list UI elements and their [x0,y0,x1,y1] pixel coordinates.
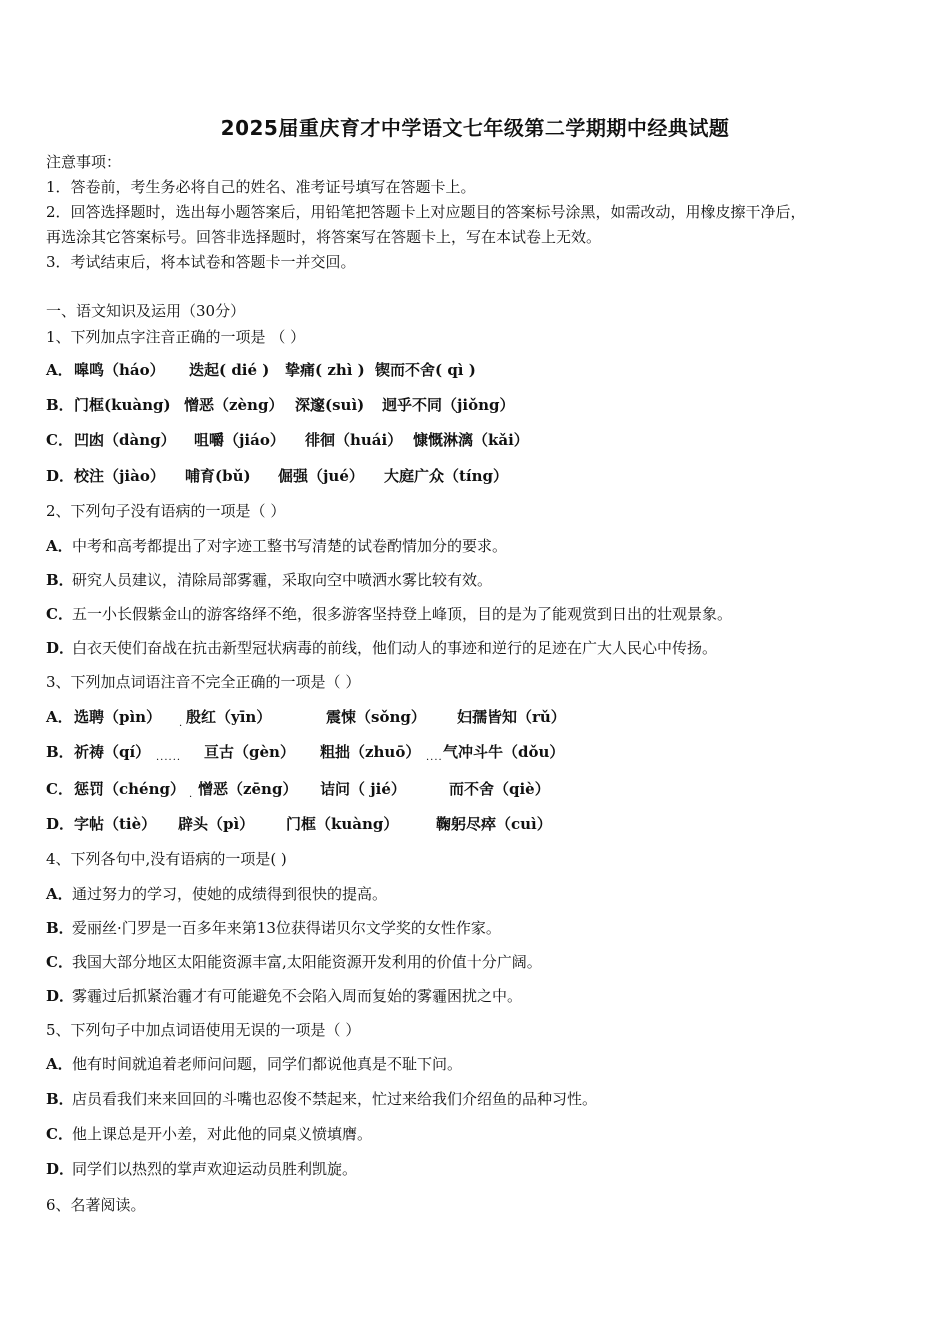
option-item: 徘徊（huái） [305,431,403,449]
q4-stem: 4、下列各句中,没有语病的一项是( ) [46,850,287,868]
q3-stem: 3、下列加点词语注音不完全正确的一项是（ ） [46,673,361,691]
q2-option-a [46,536,507,556]
q5-option-a [46,1054,462,1074]
q2-option-c [46,604,732,624]
option-item: 诘问（ jié） [320,780,406,798]
option-item: 大庭广众（tíng） [384,467,509,485]
option-item: 亘古（gèn） [204,743,295,761]
notice-heading: 注意事项： [46,153,122,171]
option-item: 粗拙（zhuō） [320,743,421,761]
option-label: C． [46,953,73,971]
option-item: 凹凼（dàng） [74,431,176,449]
option-item: 校注（jiào） [74,467,165,485]
q4-option-b [46,918,501,938]
option-item: 门框（kuàng） [286,815,399,833]
option-item: 锲而不舍( qì ) [375,361,476,379]
option-label: B． [46,919,74,937]
option-item: 深邃(suì) [295,396,365,414]
option-item: 殷红（yīn） [186,708,272,726]
option-text: 他有时间就追着老师问问题，同学们都说他真是不耻下问。 [72,1055,463,1073]
notice-item-1: 1．答卷前，考生务必将自己的姓名、准考证号填写在答题卡上。 [46,178,476,196]
option-label: D． [46,467,75,485]
option-item: 哺育(bǔ) [185,467,251,485]
q2-option-b [46,570,492,590]
q4-option-d [46,986,522,1006]
option-label: B． [46,396,74,414]
option-item: 惩罚（chéng） [74,780,185,798]
option-label: C． [46,431,73,449]
option-label: B． [46,743,74,761]
section-heading: 一、语文知识及运用（30分） [46,302,246,320]
option-label: C． [46,1125,73,1143]
notice-item-2a: 2．回答选择题时，选出每小题答案后，用铅笔把答题卡上对应题目的答案标号涂黑，如需改动，用橡皮擦干净后， [46,203,806,221]
option-text: 他上课总是开小差，对此他的同桌义愤填膺。 [72,1125,373,1143]
option-item: 迭起( dié ) [189,361,270,379]
option-label: A． [46,361,73,379]
option-label: D． [46,815,75,833]
option-text: 我国大部分地区太阳能资源丰富,太阳能资源开发利用的价值十分广阔。 [72,953,542,971]
option-label: C． [46,605,73,623]
option-item: 选聘（pìn） [74,708,162,726]
option-text: 通过努力的学习，使她的成绩得到很快的提高。 [72,885,388,903]
option-label: B． [46,571,74,589]
option-text: 店员看我们来来回回的斗嘴也忍俊不禁起来，忙过来给我们介绍鱼的品种习性。 [72,1090,598,1108]
option-item: 妇孺皆知（rǔ） [457,708,566,726]
option-text: 白衣天使们奋战在抗击新型冠状病毒的前线，他们动人的事迹和逆行的足迹在广大人民心中传扬。 [72,639,718,657]
q5-stem: 5、下列句子中加点词语使用无误的一项是（ ） [46,1021,361,1039]
page-title: 2025届重庆育才中学语文七年级第二学期期中经典试题 [220,116,730,140]
q5-option-d [46,1159,357,1179]
emphasis-dot: · [179,721,184,732]
q2-option-d [46,638,717,658]
option-text: 中考和高考都提出了对字迹工整书写清楚的试卷酌情加分的要求。 [72,537,508,555]
q5-option-b [46,1089,597,1109]
option-item: 迥乎不同（jiǒng） [382,396,515,414]
option-item: 震悚（sǒng） [326,708,426,726]
option-item: 辟头（pì） [178,815,255,833]
option-text: 爱丽丝·门罗是一百多年来第13位获得诺贝尔文学奖的女性作家。 [72,919,501,937]
option-item: 祈祷（qí） [74,743,151,761]
option-item: 气冲斗牛（dǒu） [443,743,565,761]
q5-option-c [46,1124,372,1144]
notice-item-2b: 再选涂其它答案标号。回答非选择题时，将答案写在答题卡上，写在本试卷上无效。 [46,228,602,246]
option-text: 研究人员建议，清除局部雾霾，采取向空中喷洒水雾比较有效。 [72,571,493,589]
q4-option-c [46,952,542,972]
option-item: 门框(kuàng) [74,396,171,414]
q1-stem: 1、下列加点字注音正确的一项是 （ ） [46,328,306,346]
option-item: 慷慨淋漓（kǎi） [413,431,529,449]
emphasis-dot: · [189,792,194,803]
option-label: A． [46,1055,73,1073]
q6-stem: 6、名著阅读。 [46,1196,146,1214]
option-item: 而不舍（qiè） [449,780,550,798]
emphasis-dots: ······ [156,755,182,766]
option-item: 挚痛( zhì ) [285,361,365,379]
option-label: B． [46,1090,74,1108]
option-item: 憎恶（zēng） [198,780,298,798]
option-label: D． [46,639,75,657]
option-text: 五一小长假紫金山的游客络绎不绝，很多游客坚持登上峰顶，目的是为了能观赏到日出的壮观景象。 [72,605,733,623]
option-item: 倔强（jué） [278,467,364,485]
option-label: D． [46,1160,75,1178]
option-text: 雾霾过后抓紧治霾才有可能避免不会陷入周而复始的雾霾困扰之中。 [72,987,523,1005]
option-item: 字帖（tiè） [74,815,157,833]
option-item: 鞠躬尽瘁（cuì） [436,815,552,833]
option-label: C． [46,780,73,798]
option-item: 嗥鸣（háo） [74,361,165,379]
option-label: D． [46,987,75,1005]
option-label: A． [46,885,73,903]
option-label: A． [46,537,73,555]
q2-stem: 2、下列句子没有语病的一项是（ ） [46,502,286,520]
option-item: 咀嚼（jiáo） [194,431,285,449]
notice-item-3: 3．考试结束后，将本试卷和答题卡一并交回。 [46,253,356,271]
emphasis-dots: ···· [426,755,443,766]
option-text: 同学们以热烈的掌声欢迎运动员胜利凯旋。 [72,1160,358,1178]
q4-option-a [46,884,387,904]
option-item: 憎恶（zèng） [184,396,284,414]
option-label: A． [46,708,73,726]
